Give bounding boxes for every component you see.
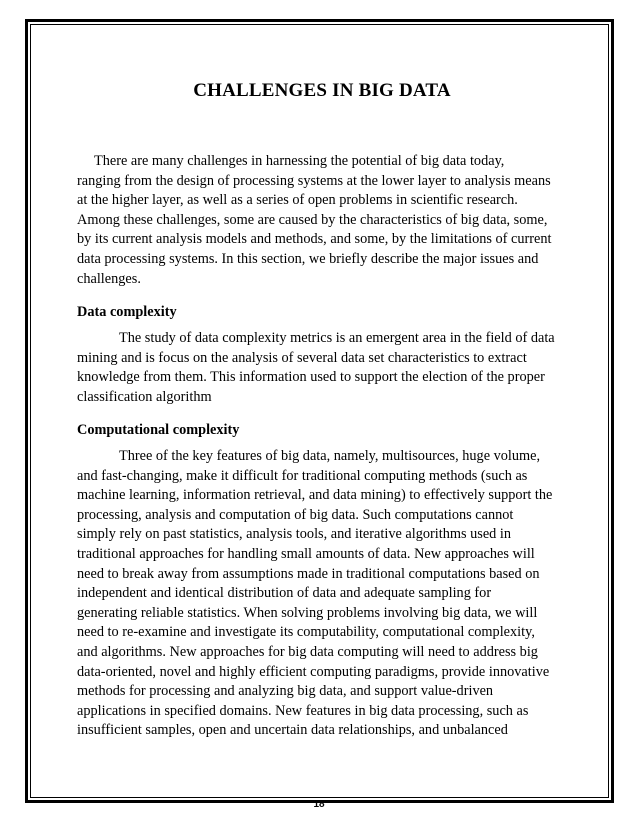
text-line: need to break away from assumptions made in traditional computations based on	[77, 565, 540, 582]
section-heading-data-complexity: Data complexity	[77, 304, 177, 320]
text-line: methods for processing and analyzing big data, and support value-driven	[77, 683, 494, 700]
text-line: processing, analysis and computation of big data. Such computations cannot	[77, 506, 514, 523]
text-line: classification algorithm	[77, 388, 212, 405]
page-number: 18	[313, 799, 325, 810]
text-line: need to re-examine and investigate its computability, computational complexity,	[77, 624, 535, 641]
computational-complexity-paragraph	[77, 447, 567, 741]
text-line: by its current analysis models and methods, and some, by the limitations of current	[77, 231, 552, 248]
page-title: CHALLENGES IN BIG DATA	[193, 80, 451, 101]
text-line: data-oriented, novel and highly efficient computing paradigms, provide innovative	[77, 663, 550, 680]
text-line: The study of data complexity metrics is an emergent area in the field of data	[119, 330, 555, 346]
text-line: generating reliable statistics. When solving problems involving big data, we will	[77, 604, 538, 621]
text-line: There are many challenges in harnessing the potential of big data today,	[94, 153, 505, 169]
data-complexity-paragraph	[77, 329, 567, 407]
text-line: ranging from the design of processing systems at the lower layer to analysis means	[77, 172, 551, 189]
text-line: traditional approaches for handling small amounts of data. New approaches will	[77, 545, 535, 562]
text-line: challenges.	[77, 270, 141, 287]
text-line: knowledge from them. This information used to support the election of the proper	[77, 369, 545, 386]
text-line: and algorithms. New approaches for big data computing will need to address big	[77, 643, 538, 660]
intro-paragraph	[77, 152, 567, 289]
text-line: data processing systems. In this section, we briefly describe the major issues and	[77, 250, 539, 267]
text-line: Among these challenges, some are caused by the characteristics of big data, some,	[77, 211, 548, 228]
text-line: Three of the key features of big data, namely, multisources, huge volume,	[119, 448, 541, 464]
section-heading-computational-complexity: Computational complexity	[77, 422, 240, 438]
text-line: insufficient samples, open and uncertain data relationships, and unbalanced	[77, 722, 508, 739]
text-line: independent and identical distribution of data and adequate sampling for	[77, 585, 492, 602]
text-line: mining and is focus on the analysis of several data set characteristics to extract	[77, 349, 527, 366]
text-line: at the higher layer, as well as a series of open problems in scientific research.	[77, 192, 518, 209]
text-line: and fast-changing, make it difficult for traditional computing methods (such as	[77, 467, 528, 484]
text-line: applications in specified domains. New features in big data processing, such as	[77, 702, 529, 719]
text-line: simply rely on past statistics, analysis tools, and iterative algorithms used in	[77, 526, 512, 543]
text-line: machine learning, information retrieval, and data mining) to effectively support the	[77, 487, 553, 504]
